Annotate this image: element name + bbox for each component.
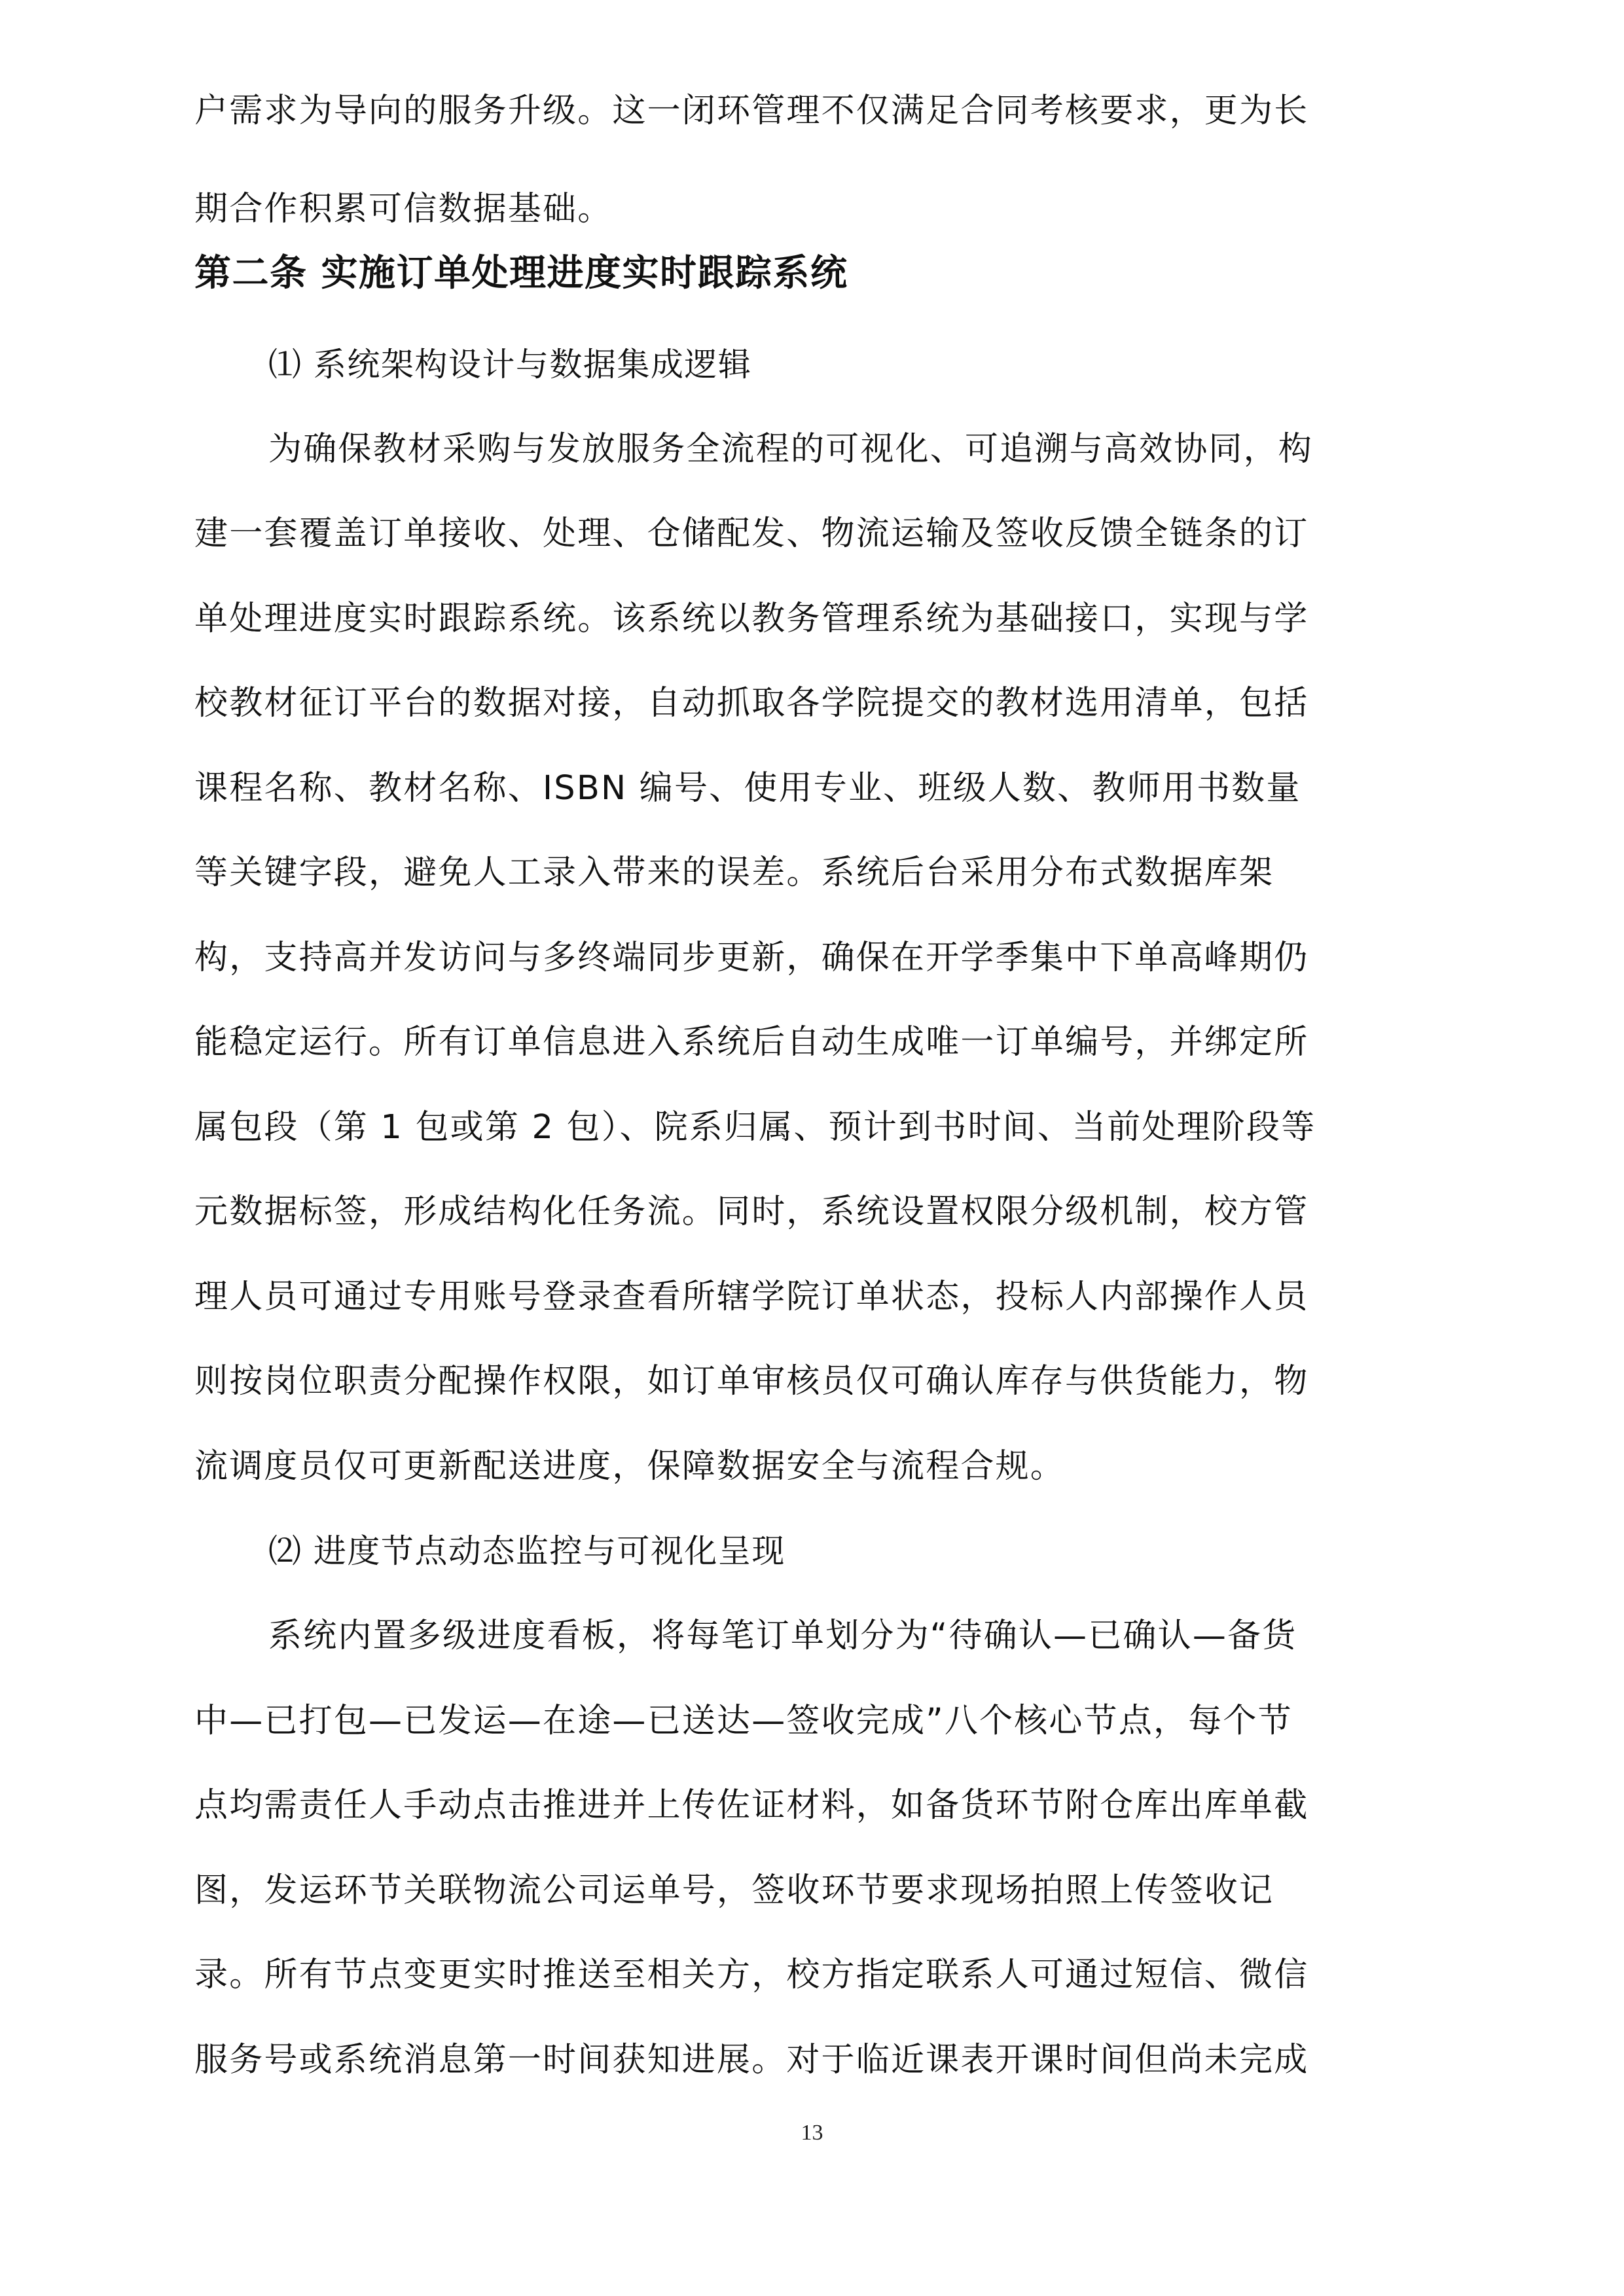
paragraph-line: 单处理进度实时跟踪系统。该系统以教务管理系统为基础接口，实现与学 <box>194 600 1309 638</box>
paragraph-line: 属包段（第 1 包或第 2 包）、院系归属、预计到书时间、当前处理阶段等 <box>194 1108 1316 1147</box>
paragraph-line: 建一套覆盖订单接收、处理、仓储配发、物流运输及签收反馈全链条的订 <box>194 514 1309 553</box>
paragraph-line: 系统内置多级进度看板，将每笔订单划分为“待确认—已确认—备货 <box>268 1617 1297 1655</box>
paragraph-line: 构，支持高并发访问与多终端同步更新，确保在开学季集中下单高峰期仍 <box>194 939 1309 977</box>
paragraph-line: 能稳定运行。所有订单信息进入系统后自动生成唯一订单编号，并绑定所 <box>194 1023 1309 1062</box>
paragraph-line: 录。所有节点变更实时推送至相关方，校方指定联系人可通过短信、微信 <box>194 1956 1309 1994</box>
section-heading-2: ⑵ 进度节点动态监控与可视化呈现 <box>268 1532 785 1570</box>
paragraph-line: 图，发运环节关联物流公司运单号，签收环节要求现场拍照上传签收记 <box>194 1871 1274 1910</box>
paragraph-line: 服务号或系统消息第一时间获知进展。对于临近课表开课时间但尚未完成 <box>194 2041 1309 2079</box>
paragraph-line: 理人员可通过专用账号登录查看所辖学院订单状态，投标人内部操作人员 <box>194 1278 1309 1316</box>
paragraph-line: 点均需责任人手动点击推进并上传佐证材料，如备货环节附仓库出库单截 <box>194 1786 1309 1825</box>
paragraph-line: 校教材征订平台的数据对接，自动抓取各学院提交的教材选用清单，包括 <box>194 684 1309 723</box>
paragraph-line: 户需求为导向的服务升级。这一闭环管理不仅满足合同考核要求，更为长 <box>194 92 1309 130</box>
paragraph-line: 则按岗位职责分配操作权限，如订单审核员仅可确认库存与供货能力，物 <box>194 1362 1309 1401</box>
paragraph-line: 课程名称、教材名称、ISBN 编号、使用专业、班级人数、教师用书数量 <box>194 769 1301 808</box>
page-number: 13 <box>801 2121 823 2145</box>
paragraph-line: 为确保教材采购与发放服务全流程的可视化、可追溯与高效协同，构 <box>268 430 1314 469</box>
paragraph-line: 元数据标签，形成结构化任务流。同时，系统设置权限分级机制，校方管 <box>194 1193 1309 1231</box>
paragraph-line: 流调度员仅可更新配送进度，保障数据安全与流程合规。 <box>194 1447 1066 1486</box>
paragraph-line: 期合作积累可信数据基础。 <box>194 190 613 228</box>
article-title: 第二条 实施订单处理进度实时跟踪系统 <box>194 252 848 295</box>
paragraph-line: 中—已打包—已发运—在途—已送达—签收完成”八个核心节点，每个节 <box>194 1702 1293 1740</box>
section-heading-1: ⑴ 系统架构设计与数据集成逻辑 <box>268 346 752 384</box>
paragraph-line: 等关键字段，避免人工录入带来的误差。系统后台采用分布式数据库架 <box>194 853 1274 892</box>
